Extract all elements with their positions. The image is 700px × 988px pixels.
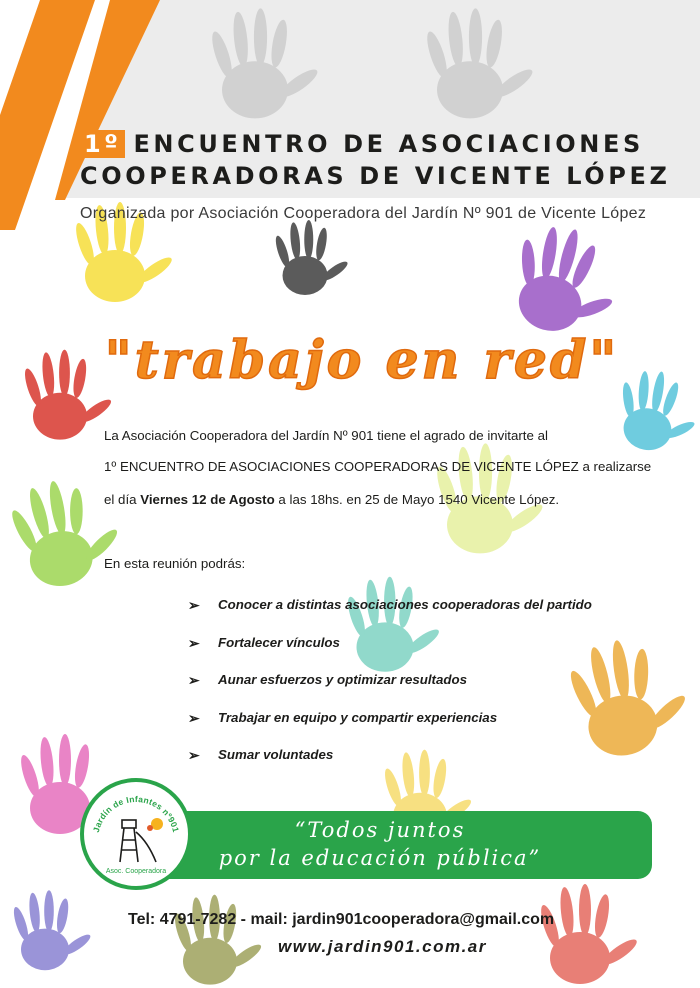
date-prefix: el día xyxy=(104,492,141,507)
list-item-text: Sumar voluntades xyxy=(218,747,334,762)
arrowhead-icon: ➢ xyxy=(188,747,200,763)
activities-intro: En esta reunión podrás: xyxy=(104,556,246,571)
event-date: Viernes 12 de Agosto xyxy=(140,492,275,507)
arrowhead-icon: ➢ xyxy=(188,634,200,651)
slogan-graphic xyxy=(0,318,700,398)
slogan-text: "trabajo en red" xyxy=(104,330,620,391)
invitation-line-3 xyxy=(104,492,624,507)
event-title-line-1 xyxy=(80,130,644,158)
invitation-line-2: 1º ENCUENTRO DE ASOCIACIONES COOPERADORAS DE VICENTE LÓPEZ a realizarse xyxy=(104,459,652,474)
event-title-line-1-text: ENCUENTRO DE ASOCIACIONES xyxy=(133,130,644,158)
time-and-address: a las 18hs. en 25 de Mayo 1540 Vicente López. xyxy=(274,492,560,507)
edition-number-badge: 1º xyxy=(80,130,125,158)
organizer-subtitle: Organizada por Asociación Cooperadora del Jardín Nº 901 de Vicente López xyxy=(80,205,647,222)
website-link[interactable]: www.jardin901.com.ar xyxy=(278,937,487,956)
arrowhead-icon: ➢ xyxy=(188,597,200,613)
arrowhead-icon: ➢ xyxy=(188,672,200,688)
kindergarten-logo xyxy=(80,778,192,890)
list-item-text: Fortalecer vínculos xyxy=(218,634,340,650)
event-title-line-2: COOPERADORAS DE VICENTE LÓPEZ xyxy=(80,162,671,190)
logo-arc-text: Jardín de Infantes nº901 xyxy=(90,793,182,834)
list-item xyxy=(188,671,648,709)
list-item xyxy=(188,596,648,634)
activities-list xyxy=(188,596,648,784)
contact-info: Tel: 4791-7282 - mail: jardin901cooperadora@gmail.com xyxy=(128,911,555,928)
list-item-text: Trabajar en equipo y compartir experiencias xyxy=(218,709,498,725)
list-item-text: Conocer a distintas asociaciones cooperadoras del partido xyxy=(218,597,592,612)
logo-bottom-text: Asoc. Cooperadora xyxy=(105,868,167,875)
list-item-text: Aunar esfuerzos y optimizar resultados xyxy=(218,672,468,687)
motto-line-1: “Todos juntos xyxy=(294,818,466,842)
list-item xyxy=(188,746,648,784)
arrowhead-icon: ➢ xyxy=(188,709,200,726)
list-item xyxy=(188,709,648,747)
list-item xyxy=(188,634,648,672)
motto-line-2: por la educación pública” xyxy=(218,846,542,870)
invitation-line-1: La Asociación Cooperadora del Jardín Nº 901 tiene el agrado de invitarte al xyxy=(104,428,548,443)
